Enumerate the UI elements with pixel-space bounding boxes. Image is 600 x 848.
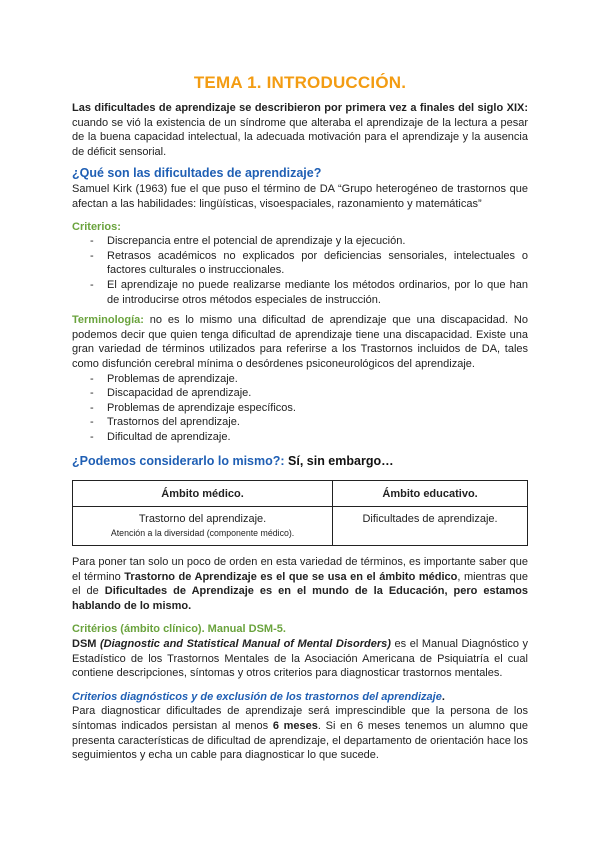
header-educativo: Ámbito educativo. [333, 481, 528, 507]
terminologia-text: no es lo mismo una dificultad de aprendizaje que una discapacidad. No podemos decir que quien tenga dificultad de aprendizaje tiene una discapacidad. Existe una gran variedad de términos utilizados para referirse a los Trastornos incluidos de DA, tales como disfunción cerebral mínima o desórdenes psiconeurológicos del aprendizaje. [72, 314, 528, 370]
terminologia-label: Terminología: [72, 314, 144, 327]
dsm-text: es el Manual Diagnóstico y Estadístico de los Trastornos Mentales de la Asociación Americana de Psiquiatría el cual contiene descripciones, síntomas y otros criterios para diagnosticar trastornos mentales. [72, 638, 529, 680]
intro-paragraph [72, 101, 528, 159]
cell-educativo: Dificultades de aprendizaje. [333, 507, 528, 546]
terminologia-list [72, 372, 528, 445]
diagnosticos-bold: 6 meses [272, 720, 318, 732]
diagnosticos-text-2: . Si en 6 meses tenemos un alumno que presenta características de dificultad de aprendizaje, el departamento de orientación hace los seguimientos y echa un cable para diagnosticar lo que sucede. [72, 720, 528, 762]
table-header-row [73, 481, 528, 507]
intro-bold: Las dificultades de aprendizaje se describieron por primera vez a finales del siglo XIX: [72, 102, 528, 114]
dsm-italic: (Diagnostic and Statistical Manual of Mental Disorders) [100, 638, 391, 651]
list-item: - Problemas de aprendizaje específicos. [90, 401, 528, 416]
list-item: - Discapacidad de aprendizaje. [90, 386, 528, 401]
list-item: - Dificultad de aprendizaje. [90, 430, 528, 445]
ambito-table [72, 480, 528, 546]
cell-medico [73, 507, 333, 546]
criterios-list [72, 234, 528, 307]
orden-paragraph [72, 555, 528, 613]
list-item: - Discrepancia entre el potencial de aprendizaje y la ejecución. [90, 234, 528, 249]
heading-diagnosticos [72, 690, 528, 705]
header-medico: Ámbito médico. [73, 481, 333, 507]
orden-text-1: Para poner tan solo un poco de orden en esta variedad de términos, es importante saber que el término [72, 556, 528, 583]
diagnosticos-text-1: Para diagnosticar dificultades de aprendizaje será imprescindible que la persona de los síntomas indicados persistan al menos [72, 705, 528, 732]
cell-medico-sub: Atención a la diversidad (componente médico). [110, 528, 295, 539]
heading-criterios: Criterios: [72, 220, 121, 233]
list-item: - Problemas de aprendizaje. [90, 372, 528, 387]
heading-que-son: ¿Qué son las dificultades de aprendizaje? [72, 166, 322, 181]
diagnosticos-heading-text: Criterios diagnósticos y de exclusión de los trastornos del aprendizaje [72, 690, 442, 703]
list-item: - El aprendizaje no puede realizarse mediante los métodos ordinarios, por lo que han de introducirse otros métodos especiales de instrucción. [90, 278, 528, 307]
podemos-answer: Sí, sin embargo… [284, 454, 394, 469]
page-title: TEMA 1. INTRODUCCIÓN. [193, 73, 407, 92]
intro-text: cuando se vió la existencia de un síndrome que alteraba el aprendizaje de la lectura a pesar de la buena capacidad intelectual, la adecuada motivación para el aprendizaje y la ausencia de déficit sensorial. [72, 116, 528, 158]
dsm-paragraph [72, 637, 528, 681]
orden-text-2: , mientras que el de [72, 570, 529, 598]
dsm-bold: DSM [72, 638, 101, 651]
orden-bold-1: Trastorno de Aprendizaje es el que se usa en el ámbito médico [124, 570, 458, 583]
kirk-paragraph: Samuel Kirk (1963) fue el que puso el término de DA “Grupo heterogéneo de trastornos que afectan a las habilidades: lingüísticas, visoespaciales, razonamiento y matemáticas” [72, 183, 528, 210]
cell-medico-main: Trastorno del aprendizaje. [138, 513, 267, 526]
list-item: - Retrasos académicos no explicados por deficiencias sensoriales, intelectuales o factores culturales o instruccionales. [90, 249, 528, 278]
heading-podemos [72, 453, 528, 470]
podemos-question: ¿Podemos considerarlo lo mismo?: [72, 454, 285, 469]
table-row [73, 507, 528, 546]
list-item: - Trastornos del aprendizaje. [90, 415, 528, 430]
orden-bold-2: Dificultades de Aprendizaje es en el mundo de la Educación, pero estamos hablando de lo mismo. [72, 585, 528, 612]
terminologia-paragraph [72, 313, 528, 371]
diagnosticos-paragraph [72, 704, 528, 762]
diagnosticos-heading-dot: . [441, 690, 445, 703]
heading-dsm: Critérios (ámbito clínico). Manual DSM-5. [72, 623, 286, 636]
